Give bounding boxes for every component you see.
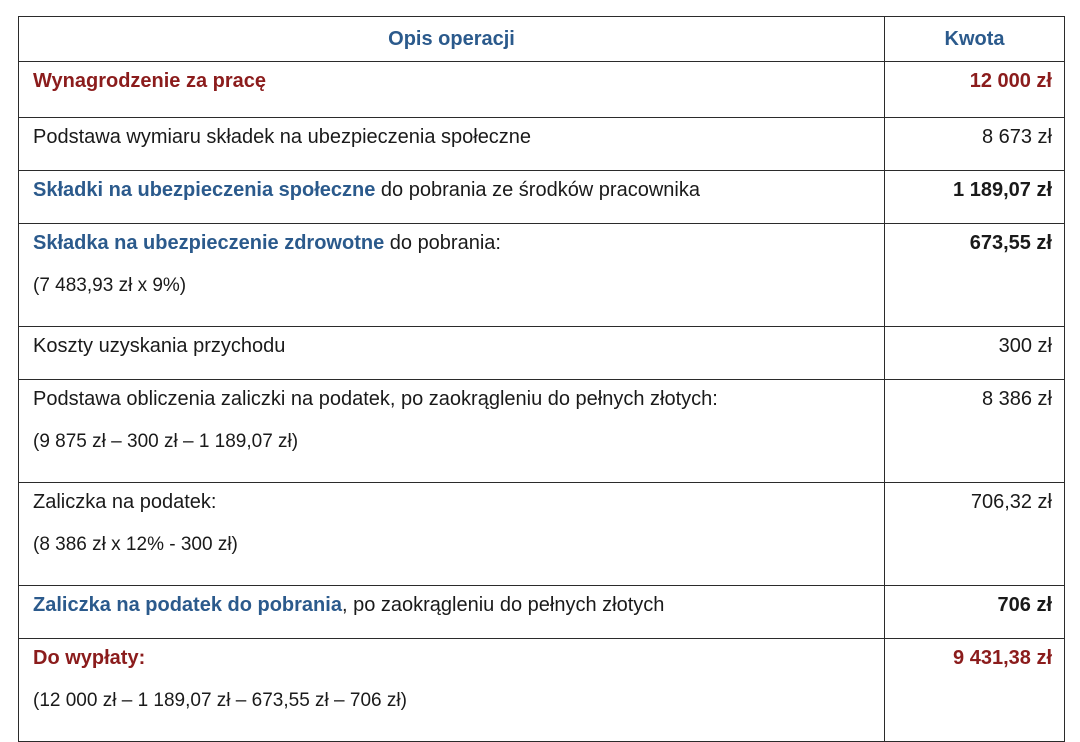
- amount-cell: [885, 62, 1065, 118]
- amount-cell: [885, 586, 1065, 639]
- net-payout-amount: 9 431,38 zł: [953, 647, 1052, 669]
- table-row-health-contribution: [19, 224, 1065, 327]
- description-column-header: Opis operacji: [19, 17, 885, 62]
- tax-to-collect-label-strong: Zaliczka na podatek do pobrania: [33, 594, 342, 616]
- description-cell: [19, 118, 885, 171]
- tax-to-collect-label-rest: , po zaokrągleniu do pełnych złotych: [341, 594, 665, 616]
- description-cell: [19, 483, 885, 586]
- description-cell: [19, 639, 885, 742]
- tax-advance-formula: (8 386 zł x 12% - 300 zł): [33, 534, 238, 555]
- tax-base-formula: (9 875 zł – 300 zł – 1 189,07 zł): [33, 431, 299, 452]
- tax-advance-amount: 706,32 zł: [970, 491, 1052, 513]
- net-payout-formula: (12 000 zł – 1 189,07 zł – 673,55 zł – 706 zł): [33, 690, 407, 711]
- net-payout-label: Do wypłaty:: [33, 647, 146, 669]
- social-contributions-label-strong: Składki na ubezpieczenia społeczne: [33, 179, 376, 201]
- amount-cell: [885, 118, 1065, 171]
- amount-cell: [885, 224, 1065, 327]
- table-row-tax-to-collect: [19, 586, 1065, 639]
- health-contribution-amount: 673,55 zł: [969, 232, 1052, 254]
- salary-calculation-table-wrapper: [18, 16, 1064, 742]
- gross-salary-amount: 12 000 zł: [969, 70, 1052, 92]
- table-row-social-base: [19, 118, 1065, 171]
- tax-base-amount: 8 386 zł: [981, 388, 1052, 410]
- amount-cell: [885, 483, 1065, 586]
- table-header-row: [19, 17, 1065, 62]
- description-cell: [19, 586, 885, 639]
- description-cell: [19, 224, 885, 327]
- amount-cell: [885, 380, 1065, 483]
- gross-salary-label: Wynagrodzenie za pracę: [33, 70, 267, 92]
- amount-cell: [885, 171, 1065, 224]
- tax-to-collect-amount: 706 zł: [997, 594, 1052, 616]
- health-contribution-label-strong: Składka na ubezpieczenie zdrowotne: [33, 232, 385, 254]
- table-row-social-contributions: [19, 171, 1065, 224]
- income-costs-amount: 300 zł: [998, 335, 1052, 357]
- social-contributions-amount: 1 189,07 zł: [953, 179, 1052, 201]
- table-row-net-payout: [19, 639, 1065, 742]
- description-cell: [19, 62, 885, 118]
- amount-cell: [885, 639, 1065, 742]
- table-row-gross-salary: [19, 62, 1065, 118]
- description-cell: [19, 171, 885, 224]
- tax-base-label: Podstawa obliczenia zaliczki na podatek, po zaokrągleniu do pełnych złotych:: [33, 388, 718, 410]
- health-contribution-formula: (7 483,93 zł x 9%): [33, 275, 187, 296]
- description-cell: [19, 380, 885, 483]
- amount-column-header: Kwota: [885, 17, 1065, 62]
- tax-advance-label: Zaliczka na podatek:: [33, 491, 217, 513]
- income-costs-label: Koszty uzyskania przychodu: [33, 335, 286, 357]
- social-base-label: Podstawa wymiaru składek na ubezpieczenia społeczne: [33, 126, 532, 148]
- amount-cell: [885, 327, 1065, 380]
- table-row-tax-base: [19, 380, 1065, 483]
- salary-calculation-table: [18, 16, 1065, 742]
- table-row-tax-advance: [19, 483, 1065, 586]
- social-contributions-label-rest: do pobrania ze środków pracownika: [375, 179, 700, 201]
- table-row-income-costs: [19, 327, 1065, 380]
- social-base-amount: 8 673 zł: [981, 126, 1052, 148]
- health-contribution-label-rest: do pobrania:: [384, 232, 501, 254]
- description-cell: [19, 327, 885, 380]
